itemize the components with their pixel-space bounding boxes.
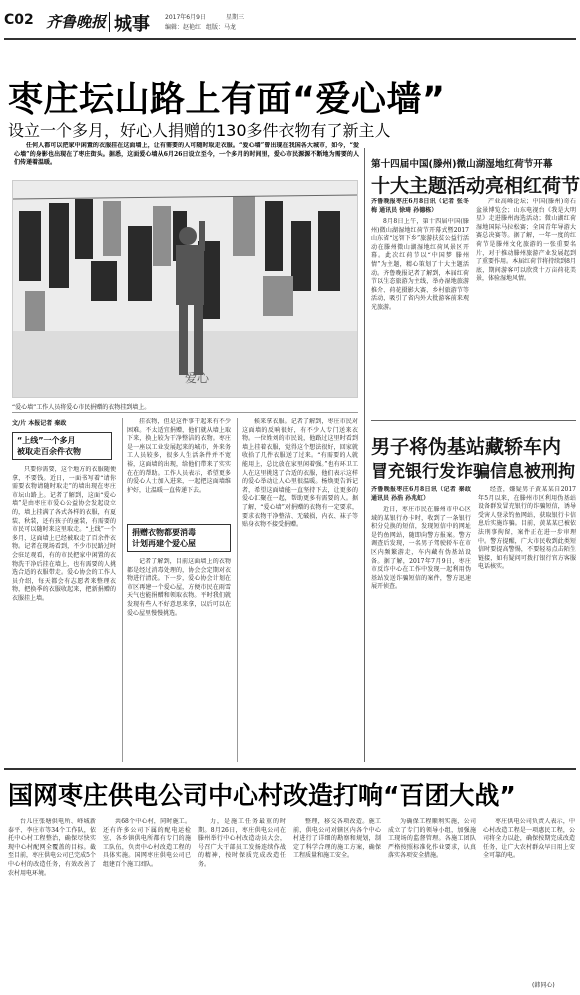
masthead-rule <box>4 38 576 40</box>
page-number: C02 <box>4 12 34 28</box>
story2-rule <box>371 420 576 421</box>
story2-headline-main: 十大主题活动亮相红荷节 <box>371 175 580 197</box>
story2-byline: 齐鲁晚报枣庄6月8日讯（记者 张冬梅 通讯员 徐琦 孙德栋） <box>371 198 469 214</box>
bottom-top-rule <box>4 768 576 770</box>
bottom-col-1: 台儿庄张塘供电所、峄城新泰平、李庄市等34个工作队，依托中心村工程整治，确保尽快实现中心村配网全覆盖的目标。截至目前，枣庄供电公司已完成5个中心村的改造任务，有效改善了农村用电环境。 <box>8 818 96 877</box>
story2-headline-top: 第十四届中国(滕州)微山湖湿地红荷节开幕 <box>371 159 553 170</box>
lead-col-1: 只要你需要，这个地方的衣服随便拿，不要钱。近日，一面书写着“请你需要衣物请随时取走”的墙出现在枣庄市坛山路上。记者了解到，这面“爱心墙”是由枣庄市爱心公益协会发起设立的，墙上挂满了各式各样的衣服，有夏装、秋装，还有孩子的童装，有需要的市民可以随时来这里取走。“上线”一个多月，这面墙上已经被取走了百余件衣物。记者在现场看到，不少市民路过时会驻足观看，有的市民把家中闲置的衣物洗干净后挂在墙上，也有需要的人挑选合适的衣服带走。爱心协会的工作人员介绍，每天都会有志愿者来整理衣物，把换季的衣服收起来，把新捐赠的衣服挂上墙。 <box>12 466 116 602</box>
story3-col-2: 经查，嫌疑男子黄某某自2017年5月以来，在滕州市区利用伪基站设备群发冒充银行的诈骗短信，诱导受害人登录钓鱼网站，获取银行卡信息后实施诈骗。目前，黄某某已被依法刑事拘留，案件正在进一步审理中。警方提醒，广大市民收到此类短信时要提高警惕，不要轻易点击陌生链接，如有疑问可拨打银行官方客服电话核实。 <box>478 486 576 571</box>
photo-overlay-text: 爱心 <box>185 371 210 385</box>
story3-byline: 齐鲁晚报枣庄6月8日讯（记者 秦政 通讯员 孙浩 孙兆虹） <box>371 486 471 502</box>
story3-headline-2: 冒充银行发诈骗信息被刑拘 <box>371 462 575 482</box>
bottom-signature: (韩同心) <box>532 982 555 989</box>
col-divider <box>237 418 238 762</box>
section-divider <box>364 148 365 762</box>
lead-subhead: 设立一个多月，好心人捐赠的130多件衣物有了新主人 <box>8 121 391 140</box>
lead-col-2: 挂衣物，但是这件事干起来有不少困难。不太适宜捐赠，他们就从墙上取下来，换上较为干净整洁的衣物。枣庄是一座以工业发展起来的城市，外来务工人员较多，很多人生活条件并不宽裕，这面墙的出现，给他们带来了实实在在的帮助。工作人员表示，希望更多的爱心人士加入进来，一起把这面墙维护好，让温暖一直传递下去。 <box>127 418 231 494</box>
masthead <box>0 0 580 42</box>
lead-col-3: 候来拿衣服。记者了解到，枣庄市民对这面墙的反响很好，有不少人专门送来衣物。一位姓刘的市民说，他路过这里时看到墙上挂着衣服，觉得这个想法很好，回家就收拾了几件衣服送了过来。“有需要的人就能用上，总比放在家里闲着强。”也有环卫工人在这里挑选了合适的衣服，他们表示这样的爱心举动让人心里很温暖。杨焕更告诉记者，希望这面墙能一直坚持下去，让更多的爱心汇聚在一起，帮助更多有需要的人。据了解，“爱心墙”对捐赠的衣物有一定要求，要求衣物干净整洁、无破损，内衣、袜子等贴身衣物不接受捐赠。 <box>242 418 358 529</box>
lead-col-2b: 记者了解到，目前这面墙上的衣物都是经过消毒处理的，协会会定期对衣物进行清洗。下一步，爱心协会计划在市区再建一个爱心屋，方便市民在雨雪天气也能捐赠和领取衣物。平时我们就发现有些人不好意思来拿，以后可以在爱心屋里慢慢挑选。 <box>127 558 231 617</box>
story3-headline-1: 男子将伪基站藏轿车内 <box>371 436 562 458</box>
section-title: 城事 <box>114 14 150 35</box>
photo-caption: “爱心墙”工作人员将爱心市民捐赠的衣物挂到墙上。 <box>12 404 151 411</box>
lead-photo <box>12 180 358 398</box>
photo-illustration <box>13 181 358 398</box>
lead-photo-rule <box>12 412 358 413</box>
designer-credit: 组版：马龙 <box>206 24 237 31</box>
bottom-headline: 国网枣庄供电公司中心村改造打响“百团大战” <box>8 781 516 810</box>
bottom-col-4: 整理，移交各项改造。施工前，供电公司对辖区内各个中心村进行了详细的勘察和规划，制定了科学合理的施工方案，确保工程质量和施工安全。 <box>293 818 381 860</box>
lead-subhead-1: “上线”一个多月 被取走百余件衣物 <box>12 432 112 460</box>
bottom-col-2: 共68个中心村，同时施工。还有许多公司下属的配电运检室、各乡镇供电所都有专门的施工队伍，负责中心村改造工程的具体实施。国网枣庄供电公司已组建百个施工团队。 <box>103 818 191 868</box>
editor-credit: 编辑：赵艳红 <box>165 24 202 31</box>
bottom-col-3: 力，是施工任务最重的时期。8月26日，枣庄供电公司在滕州举行中心村改造动员大会，号召广大干部员工发扬连续作战的精神，按时保质完成改造任务。 <box>198 818 286 868</box>
issue-date: 2017年6月9日 <box>165 14 206 21</box>
lead-intro: 任何人都可以把家中闲置的衣服挂在这面墙上，让有需要的人可随时取走衣服。“爱心墙”曾出现在我国各大城市，如今，“爱心墙”的身影也出现在了枣庄街头。据悉，这面爱心墙从6月26日设立至今，一个多月的时间里，爱心市民源源不断地为需要的人们传递着温暖。 <box>14 142 359 167</box>
bottom-col-6: 枣庄供电公司负责人表示，中心村改造工程是一项惠民工程，公司将全力以赴，确保按期完成改造任务，让广大农村群众早日用上安全可靠的电。 <box>483 818 575 860</box>
bottom-col-5: 为确保工程顺利实施，公司成立了专门的领导小组，加强施工现场的监督管理。各施工团队严格按照标准化作业要求，认真落实各项安全措施。 <box>388 818 476 860</box>
story2-col-1: 8月8日上午，第十四届中国(滕州)微山湖湿地红荷节开幕式暨2017山东省“远智下乡”旅游扶贫公益行活动在滕州微山湖湿地红荷风景区开幕。此次红荷节以“中国梦 滕州情”为主题，精心策划了十大主题活动。齐鲁晚报记者了解到，本届红荷节以生态旅游为主线，举办湿地旅游推介、荷花摄影大赛、乡村旅游节等活动，吸引了省内外大批游客前来观光旅游。 <box>371 218 469 311</box>
issue-weekday: 星期三 <box>226 14 245 21</box>
story2-col-2: 产业高峰论坛；中国(滕州)奇石盆景博览会；山东电视台《我是大明星》走进滕州海选活动；微山湖红荷湿地国际马拉松赛；全国青年导游大赛总决赛等。据了解，一年一度的红荷节是滕州文化旅游的一张重要名片，对于推动滕州旅游产业发展起到了重要作用。本届红荷节将持续到8月底，期间游客可以欣赏十万亩荷花美景，体验湿地风情。 <box>476 198 576 283</box>
story3-col-1: 近日，枣庄市民在滕州市中心区域的某银行办卡时，收到了一条银行积分兑换的短信，发现短信中的网址是钓鱼网站，随即向警方报案。警方调查后发现，一名男子驾驶轿车在市区内频繁游走，车内藏有伪基站设备。据了解，2017年7月9日，枣庄市反诈中心在工作中发现一起利用伪基站发送诈骗短信的案件，警方迅速展开侦查。 <box>371 506 471 591</box>
masthead-divider <box>109 12 110 32</box>
lead-subhead-2: 捐赠衣物都要消毒 计划再建个爱心屋 <box>127 524 231 552</box>
paper-name: 齐鲁晚报 <box>46 13 107 31</box>
lead-headline: 枣庄坛山路上有面“爱心墙” <box>8 80 446 120</box>
lead-byline: 文/片 本报记者 秦政 <box>12 420 67 427</box>
col-divider <box>122 418 123 762</box>
